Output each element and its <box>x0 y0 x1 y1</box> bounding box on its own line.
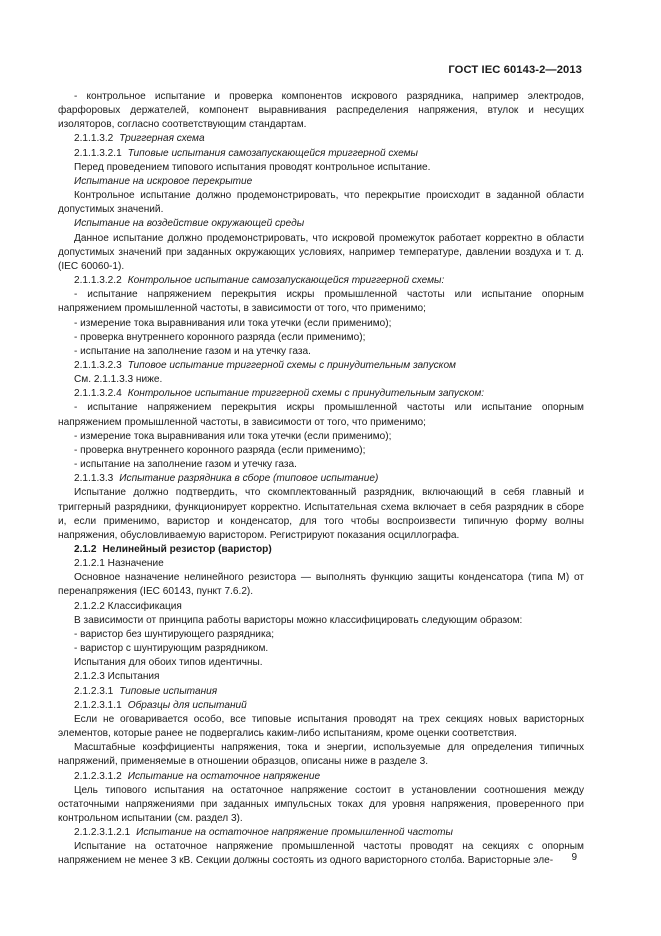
section-number: 2.1.2 <box>74 544 97 555</box>
paragraph <box>58 784 584 826</box>
section-heading: Типовые испытания <box>119 685 218 697</box>
paragraph-text: См. 2.1.1.3.3 ниже. <box>74 374 163 386</box>
paragraph <box>58 458 584 472</box>
paragraph-text: - измерение тока выравнивания или тока утечки (если применимо); <box>74 317 392 329</box>
paragraph-text: 2.1.2.1 Назначение <box>74 558 164 570</box>
paragraph <box>58 288 584 316</box>
document-body <box>58 90 584 869</box>
paragraph <box>58 741 584 769</box>
paragraph <box>58 571 584 599</box>
paragraph <box>58 685 584 699</box>
paragraph-text: - контрольное испытание и проверка компонентов искрового разрядника, например электродов, фарфоровых держателей, компонент выравнивания распределения напряжения, втулок и несущих изоляторов, согласно соответствующим стандартам. <box>58 91 584 131</box>
paragraph <box>58 373 584 387</box>
paragraph-text: Если не оговаривается особо, все типовые испытания проводят на трех секциях новых варисторных элементов, которые ранее не подвергались каким-либо испытаниям, кроме оценки соответствия. <box>58 713 584 740</box>
paragraph-text: Испытание должно подтвердить, что скомплектованный разрядник, включающий в себя главный и триггерный разрядники, функционирует корректно. Испытательная схема включает в себя разрядник в сборе и, если применимо, варистор и конденсатор, для того чтобы воспроизвести типичную форму волны напряжения, обусловливаемую варистором. Регистрируют показания осциллографа. <box>58 487 584 541</box>
paragraph-text: Основное назначение нелинейного резистора — выполнять функцию защиты конденсатора (типа М) от перенапряжения (IEC 60143, пункт 7.6.2). <box>58 572 584 598</box>
section-number: 2.1.2.3.1.1 <box>74 699 122 711</box>
section-heading: Триггерная схема <box>119 133 205 145</box>
section-number: 2.1.1.3.2 <box>74 133 114 145</box>
paragraph <box>58 132 584 146</box>
paragraph <box>58 486 584 543</box>
paragraph <box>58 401 584 429</box>
paragraph-text: - испытание на заполнение газом и утечку газа. <box>74 459 297 471</box>
section-heading: Контрольное испытание триггерной схемы с принудительным запуском: <box>127 388 485 400</box>
paragraph-text: - испытание напряжением перекрытия искры промышленной частоты или испытание опорным напряжением промышленной частоты, в зависимости от того, что применимо; <box>58 402 584 428</box>
paragraph-text: Контрольное испытание должно продемонстрировать, что перекрытие происходит в заданной области допустимых значений. <box>58 190 584 216</box>
section-number: 2.1.1.3.2.1 <box>74 147 122 159</box>
paragraph-text: - испытание на заполнение газом и на утечку газа. <box>74 345 311 357</box>
paragraph-text: Цель типового испытания на остаточное напряжение состоит в установлении соотношения между остаточными напряжениями при заданных импульсных токах для уровня напряжения, проверенного при контрольном испытании (см. раздел 3). <box>58 784 584 824</box>
section-heading: Образцы для испытаний <box>127 699 247 711</box>
section-heading: Испытание на остаточное напряжение <box>127 770 321 782</box>
paragraph <box>58 147 584 161</box>
paragraph <box>58 274 584 288</box>
paragraph <box>58 331 584 345</box>
paragraph <box>58 232 584 274</box>
paragraph <box>58 189 584 217</box>
paragraph <box>58 444 584 458</box>
paragraph-text: - проверка внутреннего коронного разряда (если применимо); <box>74 331 366 343</box>
paragraph <box>58 317 584 331</box>
paragraph <box>58 656 584 670</box>
paragraph <box>58 770 584 784</box>
paragraph <box>58 713 584 741</box>
section-number: 2.1.2.3.1.2 <box>74 770 122 782</box>
paragraph-text: 2.1.2.2 Классификация <box>74 600 182 612</box>
section-heading: Испытание на искровое перекрытие <box>74 175 253 187</box>
section-heading: Испытание на воздействие окружающей среды <box>74 218 305 230</box>
paragraph <box>58 826 584 840</box>
paragraph-text: Масштабные коэффициенты напряжения, тока и энергии, используемые для определения типичных напряжений, применяемые в отношении образцов, описаны ниже в разделе 3. <box>58 742 584 768</box>
paragraph-text: - измерение тока выравнивания или тока утечки (если применимо); <box>74 430 392 442</box>
paragraph-text: В зависимости от принципа работы варисторы можно классифицировать следующим образом: <box>74 614 523 626</box>
paragraph <box>58 217 584 231</box>
section-heading: Типовые испытания самозапускающейся триггерной схемы <box>127 147 418 159</box>
paragraph-text: - испытание напряжением перекрытия искры промышленной частоты или испытание опорным напряжением промышленной частоты, в зависимости от того, что применимо; <box>58 289 584 315</box>
paragraph <box>58 642 584 656</box>
paragraph-text: - варистор без шунтирующего разрядника; <box>74 628 275 640</box>
section-heading: Испытание разрядника в сборе (типовое испытание) <box>119 473 379 485</box>
paragraph-text: Испытание на остаточное напряжение промышленной частоты проводят на секциях с опорным напряжением не менее 3 кВ. Секции должны состоять из одного варисторного столба. Варисторные эле- <box>58 841 584 867</box>
section-number: 2.1.1.3.3 <box>74 473 114 485</box>
paragraph <box>58 614 584 628</box>
paragraph-text: Испытания для обоих типов идентичны. <box>74 657 263 669</box>
paragraph <box>58 345 584 359</box>
paragraph <box>58 387 584 401</box>
paragraph <box>58 699 584 713</box>
paragraph <box>58 472 584 486</box>
section-number: 2.1.1.3.2.3 <box>74 359 122 371</box>
paragraph <box>58 430 584 444</box>
paragraph <box>58 359 584 373</box>
paragraph <box>58 557 584 571</box>
paragraph <box>58 90 584 132</box>
section-heading: Испытание на остаточное напряжение промышленной частоты <box>136 827 453 839</box>
section-number: 2.1.1.3.2.2 <box>74 275 122 287</box>
paragraph <box>58 670 584 684</box>
paragraph <box>58 161 584 175</box>
paragraph-text: - варистор с шунтирующим разрядником. <box>74 643 269 655</box>
paragraph-text: - проверка внутреннего коронного разряда (если применимо); <box>74 444 366 456</box>
paragraph <box>58 543 584 557</box>
paragraph <box>58 840 584 868</box>
section-number: 2.1.2.3.1.2.1 <box>74 827 131 839</box>
section-number: 2.1.2.3.1 <box>74 685 114 697</box>
page-number: 9 <box>571 852 577 863</box>
paragraph <box>58 628 584 642</box>
section-heading: Типовое испытание триггерной схемы с принудительным запуском <box>127 359 456 371</box>
paragraph-text: Перед проведением типового испытания проводят контрольное испытание. <box>74 161 431 173</box>
paragraph-text: 2.1.2.3 Испытания <box>74 671 160 683</box>
paragraph <box>58 600 584 614</box>
paragraph <box>58 175 584 189</box>
section-heading: Нелинейный резистор (варистор) <box>102 544 272 555</box>
paragraph-text: Данное испытание должно продемонстрировать, что искровой промежуток работает корректно в области допустимых значений при заданных окружающих условиях, например температуре, давлении воздуха и т. д. (IEC 60060-1). <box>58 232 584 272</box>
section-heading: Контрольное испытание самозапускающейся триггерной схемы: <box>127 275 445 287</box>
standard-header: ГОСТ IEC 60143-2—2013 <box>448 64 582 76</box>
section-number: 2.1.1.3.2.4 <box>74 388 122 400</box>
